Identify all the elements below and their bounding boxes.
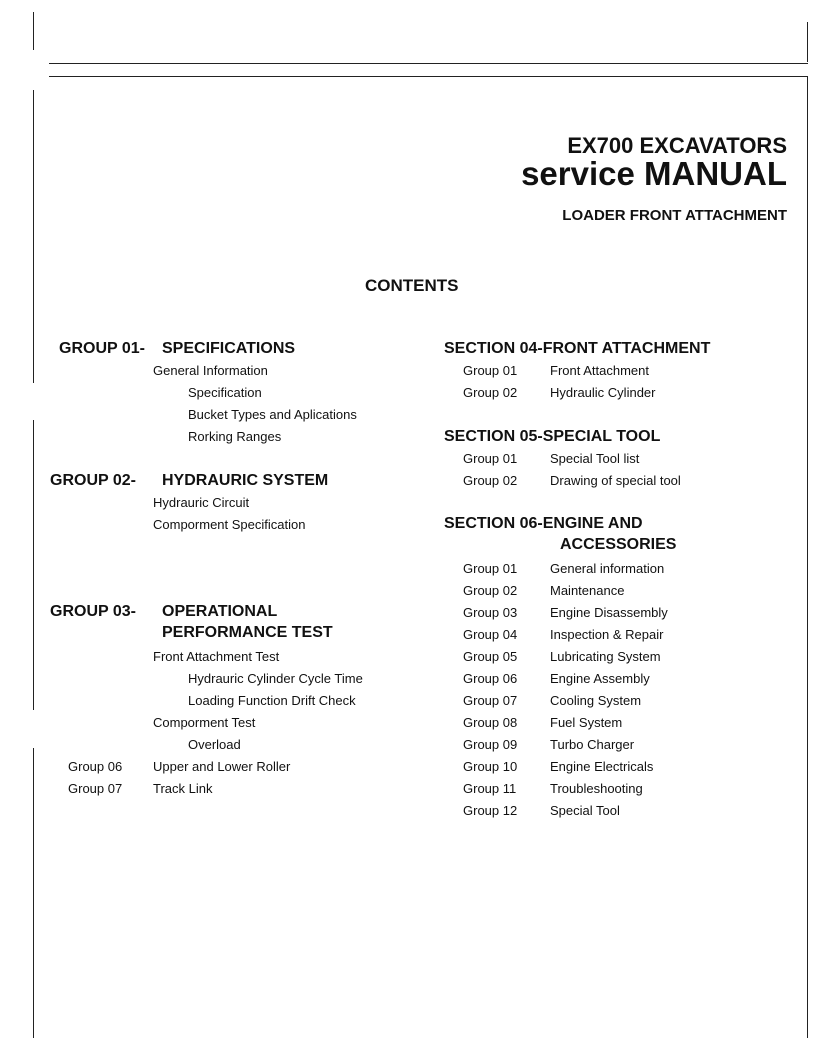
group-07-number: Group 07 [68,781,123,796]
section-06-group-number: Group 11 [463,781,517,796]
section-05-group-number: Group 02 [463,473,518,488]
page-border-left-3 [33,748,34,1038]
section-06-group-title: Special Tool [550,803,620,818]
section-06-group-number: Group 05 [463,649,518,664]
section-06-group-title: Maintenance [550,583,625,598]
page-top-rule [49,63,808,64]
section-06-group-title: Engine Assembly [550,671,650,686]
section-05-group-number: Group 01 [463,451,518,466]
group-02-item: Hydrauric Circuit [153,495,250,510]
manual-subtitle: LOADER FRONT ATTACHMENT [562,207,787,224]
group-03-item: Comporment Test [153,715,256,730]
section-04-group-number: Group 02 [463,385,518,400]
group-02-title: HYDRAURIC SYSTEM [162,472,329,489]
section-06-group-number: Group 02 [463,583,518,598]
group-01-item: Specification [188,385,262,400]
section-06-group-number: Group 06 [463,671,518,686]
section-06-group-number: Group 03 [463,605,518,620]
contents-heading: CONTENTS [365,276,459,295]
page-border-right-top [807,22,808,62]
section-06-group-title: Troubleshooting [550,781,643,796]
section-05-title: SECTION 05-SPECIAL TOOL [444,428,661,445]
group-01-item: General Information [153,363,268,378]
manual-title-line1: EX700 EXCAVATORS [567,133,787,158]
group-03-item: Overload [188,737,241,752]
section-06-group-title: Fuel System [550,715,623,730]
section-06-group-title: Engine Disassembly [550,605,668,620]
page-border-right [807,76,808,1038]
section-04-group-title: Front Attachment [550,363,649,378]
group-03-number: GROUP 03- [50,603,136,620]
manual-title-line2: service MANUAL [521,155,787,192]
section-06-group-number: Group 07 [463,693,518,708]
group-03-item: Hydrauric Cylinder Cycle Time [188,671,363,686]
section-06-title-line2: ACCESSORIES [560,536,677,553]
section-06-group-title: Cooling System [550,693,642,708]
section-06-group-number: Group 12 [463,803,518,818]
section-06-group-title: Engine Electricals [550,759,654,774]
section-04-group-number: Group 01 [463,363,518,378]
group-06-title: Upper and Lower Roller [153,759,291,774]
group-03-item: Loading Function Drift Check [188,693,356,708]
group-06-number: Group 06 [68,759,123,774]
group-02-number: GROUP 02- [50,472,136,489]
page-border-left-1 [33,90,34,383]
group-03-title-line2: PERFORMANCE TEST [162,624,333,641]
group-01-title: SPECIFICATIONS [162,340,296,357]
section-04-group-title: Hydraulic Cylinder [550,385,656,400]
section-05-group-title: Special Tool list [550,451,640,466]
section-06-title-line1: SECTION 06-ENGINE AND [444,515,643,532]
page-second-rule [49,76,808,77]
page-border-left-2 [33,420,34,710]
section-06-group-number: Group 08 [463,715,518,730]
section-06-group-number: Group 09 [463,737,518,752]
section-06-group-number: Group 04 [463,627,518,642]
section-05-group-title: Drawing of special tool [550,473,681,488]
group-07-title: Track Link [153,781,213,796]
group-01-number: GROUP 01- [59,340,145,357]
section-06-group-number: Group 01 [463,561,518,576]
section-04-title: SECTION 04-FRONT ATTACHMENT [444,340,711,357]
group-01-item: Bucket Types and Aplications [188,407,357,422]
group-03-title-line1: OPERATIONAL [162,603,278,620]
group-03-item: Front Attachment Test [153,649,280,664]
group-02-item: Comporment Specification [153,517,306,532]
section-06-group-title: General information [550,561,665,576]
section-06-group-number: Group 10 [463,759,518,774]
group-01-item: Rorking Ranges [188,429,282,444]
section-06-group-title: Turbo Charger [550,737,635,752]
page-border-left-top [33,12,34,50]
section-06-group-title: Inspection & Repair [550,627,664,642]
section-06-group-title: Lubricating System [550,649,661,664]
